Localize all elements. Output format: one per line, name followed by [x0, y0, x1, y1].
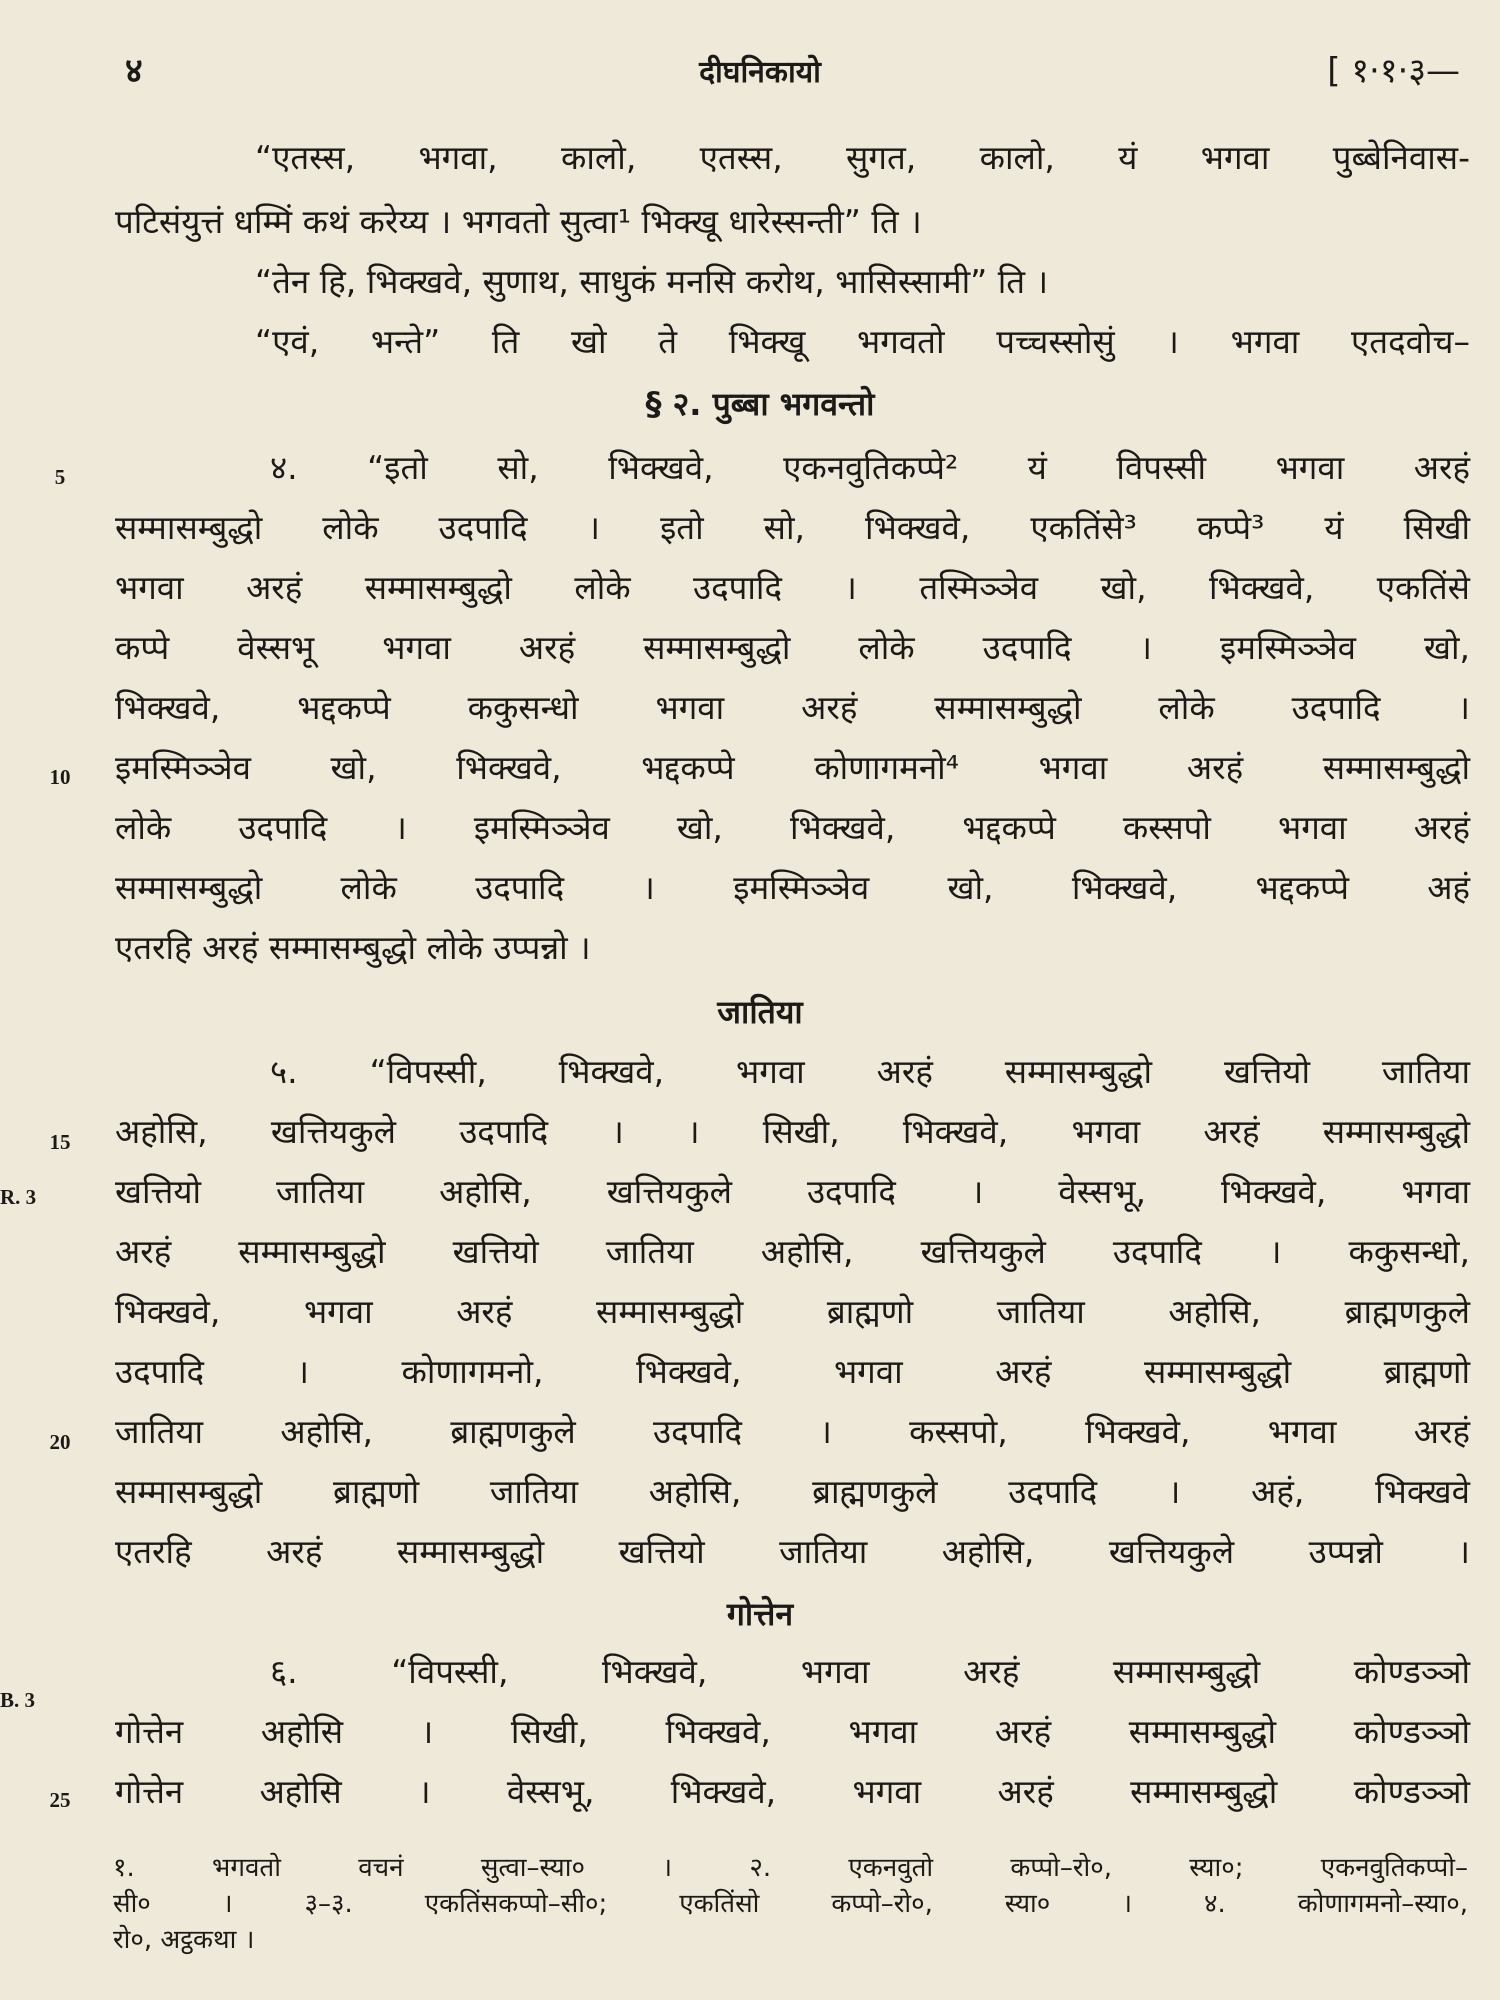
footnotes — [113, 1850, 1468, 1958]
text-line: भिक्खवे, भगवा अरहं सम्मासम्बुद्धो ब्राह्मणो जातिया अहोसि, ब्राह्मणकुले — [115, 1292, 1470, 1331]
text-line: गोत्तेन अहोसि । सिखी, भिक्खवे, भगवा अरहं सम्मासम्बुद्धो कोण्डञ्ञो — [115, 1712, 1470, 1751]
text-line: एतरहि अरहं सम्मासम्बुद्धो खत्तियो जातिया अहोसि, खत्तियकुले उप्पन्नो । — [115, 1532, 1470, 1571]
text-line: अरहं सम्मासम्बुद्धो खत्तियो जातिया अहोसि, खत्तियकुले उदपादि । ककुसन्धो, — [115, 1232, 1470, 1271]
text-line: उदपादि । कोणागमनो, भिक्खवे, भगवा अरहं सम्मासम्बुद्धो ब्राह्मणो — [115, 1352, 1470, 1391]
text-line: सम्मासम्बुद्धो ब्राह्मणो जातिया अहोसि, ब्राह्मणकुले उदपादि । अहं, भिक्खवे — [115, 1472, 1470, 1511]
text-line: एतरहि अरहं सम्मासम्बुद्धो लोके उप्पन्नो । — [115, 928, 591, 967]
text-line: गोत्तेन अहोसि । वेस्सभू, भिक्खवे, भगवा अरहं सम्मासम्बुद्धो कोण्डञ्ञो — [115, 1772, 1470, 1811]
line-number: 5 — [54, 465, 66, 489]
text-line: भिक्खवे, भद्दकप्पे ककुसन्धो भगवा अरहं सम्मासम्बुद्धो लोके उदपादि । — [115, 688, 1470, 727]
subheading-jatiya: जातिया — [717, 993, 803, 1031]
text-line: भगवा अरहं सम्मासम्बुद्धो लोके उदपादि । तस्मिञ्ञेव खो, भिक्खवे, एकतिंसे — [115, 568, 1470, 607]
text-line: लोके उदपादि । इमस्मिञ्ञेव खो, भिक्खवे, भद्दकप्पे कस्सपो भगवा अरहं — [115, 808, 1470, 847]
section-reference: [ १·१·३— — [1327, 51, 1460, 91]
text-line: जातिया अहोसि, ब्राह्मणकुले उदपादि । कस्सपो, भिक्खवे, भगवा अरहं — [115, 1412, 1470, 1451]
text-line: ४. “इतो सो, भिक्खवे, एकनवुतिकप्पे² यं विपस्सी भगवा अरहं — [270, 448, 1470, 487]
text-line: सम्मासम्बुद्धो लोके उदपादि । इमस्मिञ्ञेव खो, भिक्खवे, भद्दकप्पे अहं — [115, 868, 1470, 907]
running-header — [0, 46, 1500, 106]
text-line: ६. “विपस्सी, भिक्खवे, भगवा अरहं सम्मासम्बुद्धो कोण्डञ्ञो — [270, 1652, 1470, 1691]
text-line: अहोसि, खत्तियकुले उदपादि । । सिखी, भिक्खवे, भगवा अरहं सम्मासम्बुद्धो — [115, 1112, 1470, 1151]
text-line: ५. “विपस्सी, भिक्खवे, भगवा अरहं सम्मासम्बुद्धो खत्तियो जातिया — [270, 1052, 1470, 1091]
section-heading: § २. पुब्बा भगवन्तो — [645, 385, 875, 423]
line-number: 10 — [49, 765, 71, 789]
text-line: “तेन हि, भिक्खवे, सुणाथ, साधुकं मनसि करोथ, भासिस्सामी” ति । — [255, 262, 1049, 301]
footnote-line: रो०, अट्ठकथा । — [113, 1925, 255, 1955]
text-line: “एवं, भन्ते” ति खो ते भिक्खू भगवतो पच्चस्सोसुं । भगवा एतदवोच– — [255, 322, 1470, 361]
text-line: पटिसंयुत्तं धम्मिं कथं करेय्य । भगवतो सुत्वा¹ भिक्खू धारेस्सन्ती” ति । — [115, 202, 922, 241]
edition-reference: R. 3 — [0, 1185, 37, 1209]
footnote-line: सी० । ३–३. एकतिंसकप्पो–सी०; एकतिंसो कप्पो–रो०, स्या० । ४. कोणागमनो–स्या०, — [113, 1889, 1468, 1919]
text-line: कप्पे वेस्सभू भगवा अरहं सम्मासम्बुद्धो लोके उदपादि । इमस्मिञ्ञेव खो, — [115, 628, 1470, 667]
text-line: “एतस्स, भगवा, कालो, एतस्स, सुगत, कालो, यं भगवा पुब्बेनिवास- — [255, 138, 1470, 177]
line-number: 15 — [49, 1130, 71, 1154]
subheading-gotten: गोत्तेन — [726, 1595, 794, 1633]
text-line: खत्तियो जातिया अहोसि, खत्तियकुले उदपादि । वेस्सभू, भिक्खवे, भगवा — [115, 1172, 1470, 1211]
page-number: ४ — [125, 51, 143, 91]
footnote-line: १. भगवतो वचनं सुत्वा–स्या० । २. एकनवुतो कप्पो–रो०, स्या०; एकनवुतिकप्पो– — [113, 1853, 1468, 1883]
line-number: 20 — [49, 1430, 71, 1454]
edition-reference: B. 3 — [0, 1688, 36, 1712]
text-line: इमस्मिञ्ञेव खो, भिक्खवे, भद्दकप्पे कोणागमनो⁴ भगवा अरहं सम्मासम्बुद्धो — [115, 748, 1470, 787]
text-line: सम्मासम्बुद्धो लोके उदपादि । इतो सो, भिक्खवे, एकतिंसे³ कप्पे³ यं सिखी — [115, 508, 1470, 547]
line-number: 25 — [49, 1788, 71, 1812]
running-title: दीघनिकायो — [699, 55, 821, 90]
